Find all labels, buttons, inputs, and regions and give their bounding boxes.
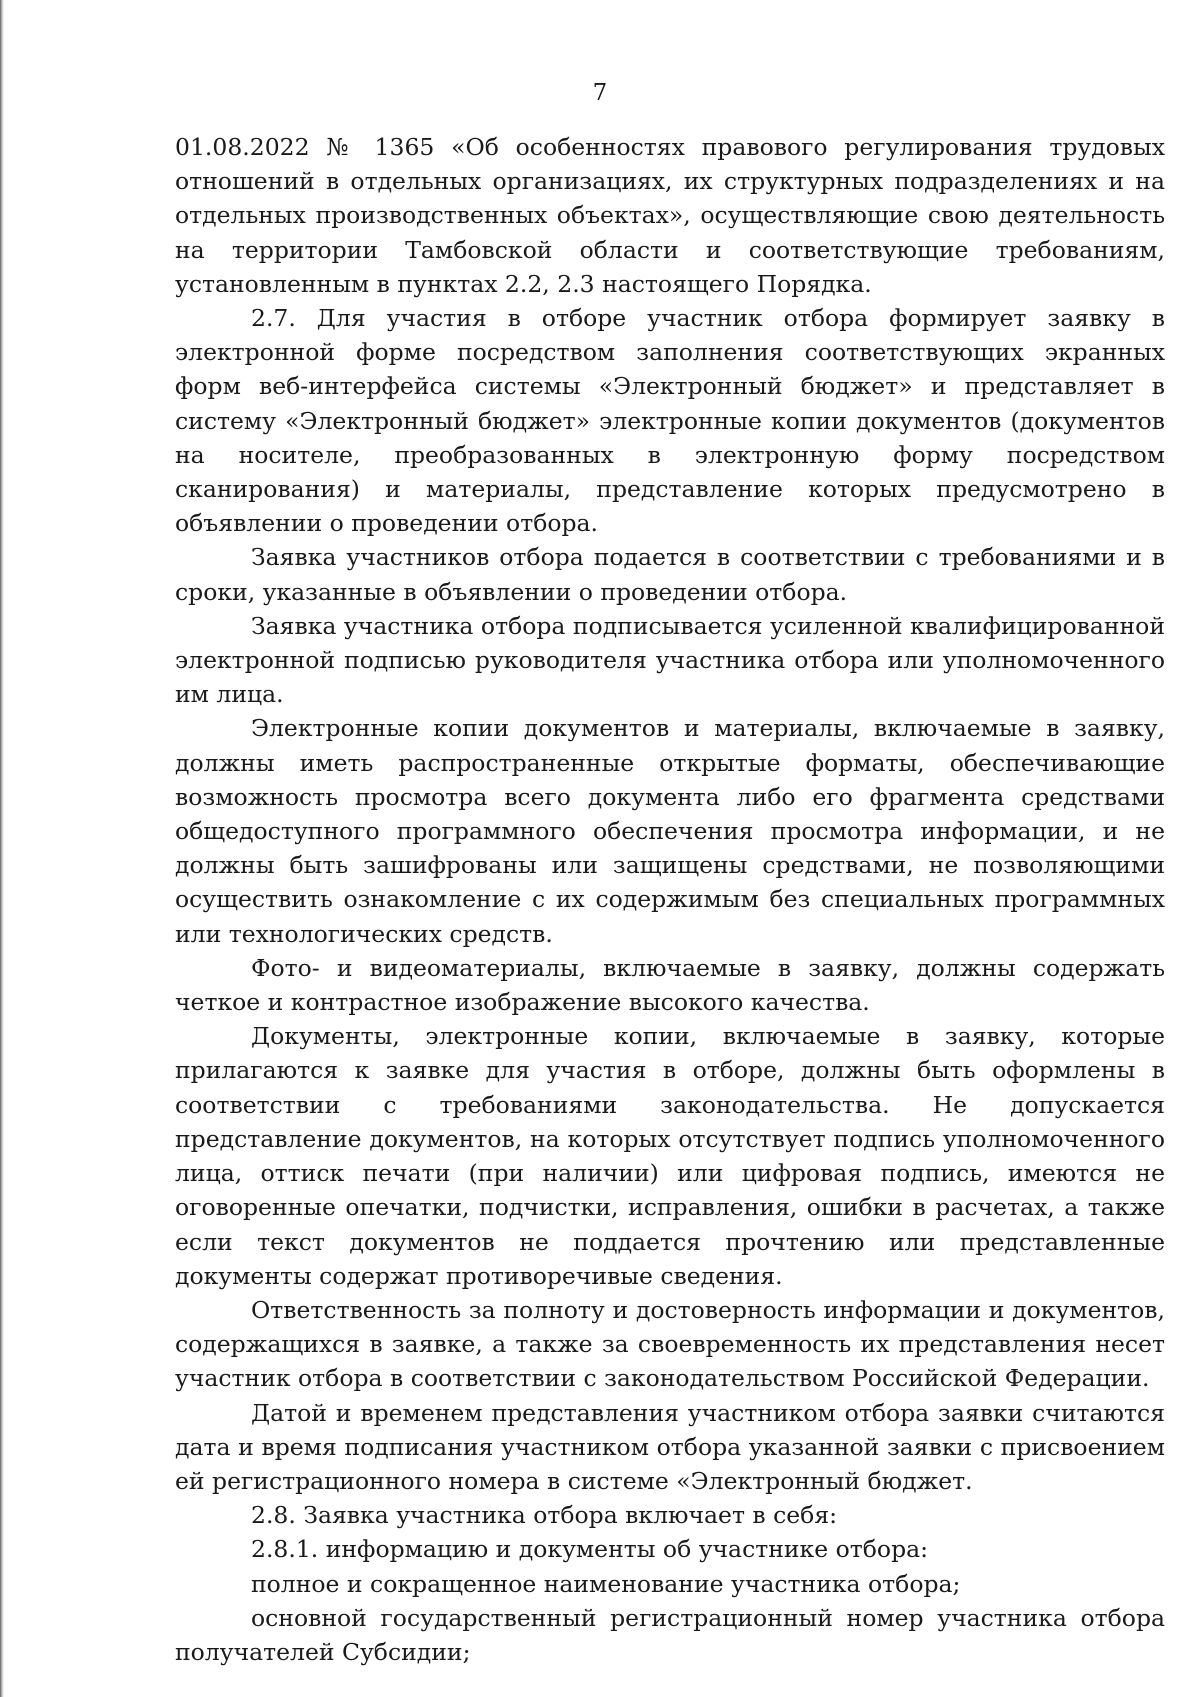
- paragraph-full-name: полное и сокращенное наименование участника отбора;: [251, 1569, 961, 1598]
- paragraph-2-7: 2.7. Для участия в отборе участник отбора формирует заявку в электронной форме посредством заполнения соответствующих экранных форм веб-интерфейса системы «Электронный бюджет» и представляет в систему «Электронный бюджет» электронные копии документов (документов на носителе, преобразованных в электронную форму посредством сканирования) и материалы, представление которых предусмотрено в объявлении о проведении отбора.: [175, 304, 1165, 538]
- paragraph-signature: Заявка участника отбора подписывается усиленной квалифицированной электронной подписью руководителя участника отбора или уполномоченного им лица.: [175, 611, 1165, 709]
- paragraph-ogrn: основной государственный регистрационный номер участника отбора получателей Субсидии;: [175, 1603, 1165, 1666]
- paragraph-2-8-1: 2.8.1. информацию и документы об участнике отбора:: [251, 1535, 929, 1564]
- page-number: 7: [592, 80, 608, 106]
- paragraph-documents-requirements: Документы, электронные копии, включаемые в заявку, которые прилагаются к заявке для участия в отборе, должны быть оформлены в соответствии с требованиями законодательства. Не допускается представление документов, на которых отсутствует подпись уполномоченного лица, оттиск печати (при наличии) или цифровая подпись, имеются не оговоренные опечатки, подчистки, исправления, ошибки в расчетах, а также если текст документов не поддается прочтению или представленные документы содержат противоречивые сведения.: [175, 1022, 1165, 1290]
- paragraph-2-8: 2.8. Заявка участника отбора включает в себя:: [251, 1501, 838, 1530]
- scan-edge: [0, 0, 4, 1697]
- paragraph-electronic-copies: Электронные копии документов и материалы, включаемые в заявку, должны иметь распространенные открытые форматы, обеспечивающие возможность просмотра всего документа либо его фрагмента средствами общедоступного программного обеспечения просмотра информации, и не должны быть зашифрованы или защищены средствами, не позволяющими осуществить ознакомление с их содержимым без специальных программных или технологических средств.: [175, 714, 1165, 948]
- paragraph-submission-date: Датой и временем представления участником отбора заявки считаются дата и время подписания участником отбора указанной заявки с присвоением ей регистрационного номера в системе «Электронный бюджет.: [175, 1398, 1165, 1495]
- document-body: [175, 130, 1165, 1669]
- paragraph-continuation: 01.08.2022 № 1365 «Об особенностях правового регулирования трудовых отношений в отдельных организациях, их структурных подразделениях и на отдельных производственных объектах», осуществляющие свою деятельность на территории Тамбовской области и соответствующие требованиям, установленным в пунктах 2.2, 2.3 настоящего Порядка.: [175, 133, 1165, 298]
- paragraph-photo-video: Фото- и видеоматериалы, включаемые в заявку, должны содержать четкое и контрастное изображение высокого качества.: [175, 953, 1165, 1017]
- paragraph-submission-terms: Заявка участников отбора подается в соответствии с требованиями и в сроки, указанные в объявлении о проведении отбора.: [175, 543, 1165, 606]
- paragraph-responsibility: Ответственность за полноту и достоверность информации и документов, содержащихся в заявке, а также за своевременность их представления несет участник отбора в соответствии с законодательством Российской Федерации.: [175, 1295, 1165, 1393]
